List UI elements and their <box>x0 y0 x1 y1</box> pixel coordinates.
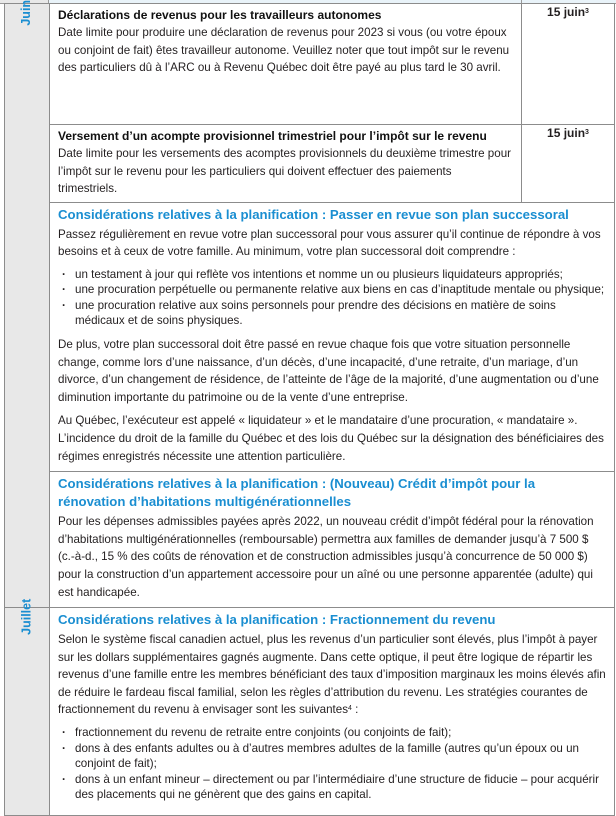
list-item: · dons à un enfant mineur – directement ou par l’intermédiaire d’une structure de fiducie – pour acquérir des placements qui ne génèrent que des gains en capital. <box>58 772 606 803</box>
month-label-june: Juin <box>19 0 34 26</box>
planning-body: Pour les dépenses admissibles payées après 2022, un nouveau crédit d’impôt fédéral pour la rénovation d’habitations multigénérationnelles (remboursable) permettra aux familles de demander jusqu’à 7 500 $ (c.-à-d., 15 % des coûts de rénovation et de construction admissibles jusqu’à concurrence de 50 000 $) pour la construction d’un appartement accessoire pour un aîné ou une personne apparentée (adulte) qui est handicapée. <box>58 515 594 599</box>
deadline-date <box>522 4 615 125</box>
planning-title: Considérations relatives à la planification : Passer en revue son plan successoral <box>58 206 569 222</box>
deadline-content <box>50 4 522 125</box>
deadline-content <box>50 125 522 203</box>
tax-calendar-table <box>4 0 615 816</box>
planning-title: Considérations relatives à la planification : (Nouveau) Crédit d’impôt pour la rénovation d’habitations multigénérationnelles <box>58 476 536 510</box>
deadline-title: Versement d’un acompte provisionnel trimestriel pour l’impôt sur le revenu <box>58 129 487 143</box>
list-item: · une procuration relative aux soins personnels pour prendre des décisions en matière de soins médicaux et de soins physiques. <box>58 298 606 329</box>
planning-intro: Passez régulièrement en revue votre plan successoral pour vous assurer qu’il continue de répondre à vos besoins et à ceux de votre famille. Au minimum, votre plan successoral doit comprendre : <box>58 227 601 259</box>
planning-estate <box>50 202 615 471</box>
planning-row <box>5 472 615 608</box>
planning-paragraph: De plus, votre plan successoral doit être passé en revue chaque fois que votre situation personnelle change, comme lors d’une naissance, d’un décès, d’une incapacité, d’une retraite, d’un mariage, d’un divorce, d’un changement de résidence, de l’atteinte de l’âge de la majorité, d’une augmentation ou d’une diminution importante du patrimoine ou de la vente d’une entreprise. <box>58 337 599 404</box>
month-label-july: Juillet <box>19 598 34 635</box>
deadline-row <box>5 125 615 203</box>
month-cell-june <box>5 0 50 608</box>
planning-intro <box>58 631 606 719</box>
deadline-row <box>5 4 615 125</box>
estate-plan-list <box>58 267 606 329</box>
planning-intro-text: Selon le système fiscal canadien actuel, plus les revenus d’un particulier sont élevés, plus l’impôt à payer sur les dollars supplémentaires gagnés augmente. Dans cette optique, il peut être logique de répartir les revenus d’une famille entre les membres bénéficiant des taux d’imposition marginaux les moins élevés afin de réduire le fardeau fiscal familial, selon les règles d’attribution du revenu. Les stratégies courantes de fractionnement du revenu à envisager sont les suivantes <box>58 633 606 717</box>
deadline-title: Déclarations de revenus pour les travailleurs autonomes <box>58 8 382 22</box>
deadline-description: Date limite pour produire une déclaration de revenus pour 2023 si vous (ou votre époux ou conjoint de fait) êtes travailleur autonome. Veuillez noter que tout impôt sur le revenu des particuliers dû à l’ARC ou à Revenu Québec doit être payé au plus tard le 30 avril. <box>58 26 510 75</box>
list-item: · fractionnement du revenu de retraite entre conjoints (ou conjoints de fait); <box>58 725 606 741</box>
planning-row <box>5 608 615 815</box>
planning-renovation <box>50 472 615 608</box>
month-cell-july <box>5 598 50 815</box>
planning-title: Considérations relatives à la planification : Fractionnement du revenu <box>58 612 496 628</box>
income-split-list <box>58 725 606 803</box>
list-item: · dons à des enfants adultes ou à d’autres membres adultes de la famille (autres qu’un époux ou un conjoint de fait); <box>58 741 606 772</box>
deadline-date <box>522 125 615 203</box>
footnote-marker: 3 <box>585 129 589 136</box>
footnote-marker: 3 <box>585 8 589 15</box>
list-item: · une procuration perpétuelle ou permanente relative aux biens en cas d’inaptitude mentale ou physique; <box>58 282 606 298</box>
list-item: · un testament à jour qui reflète vos intentions et nomme un ou plusieurs liquidateurs appropriés; <box>58 267 606 283</box>
deadline-date-text: 15 juin <box>547 5 586 19</box>
deadline-date-text: 15 juin <box>547 126 586 140</box>
planning-row <box>5 202 615 471</box>
footnote-marker: 4 <box>348 705 352 713</box>
planning-paragraph: Au Québec, l’exécuteur est appelé « liquidateur » et le mandataire d’une procuration, « mandataire ». L’incidence du droit de la famille du Québec et des lois du Québec sur la désignation des bénéficiaires des régimes enregistrés nécessite une attention particulière. <box>58 414 604 463</box>
planning-income-split <box>50 608 615 815</box>
deadline-description: Date limite pour les versements des acomptes provisionnels du deuxième trimestre pour l’impôt sur le revenu pour les particuliers qui doivent effectuer des paiements trimestriels. <box>58 147 512 196</box>
planning-intro-suffix: : <box>351 703 359 717</box>
